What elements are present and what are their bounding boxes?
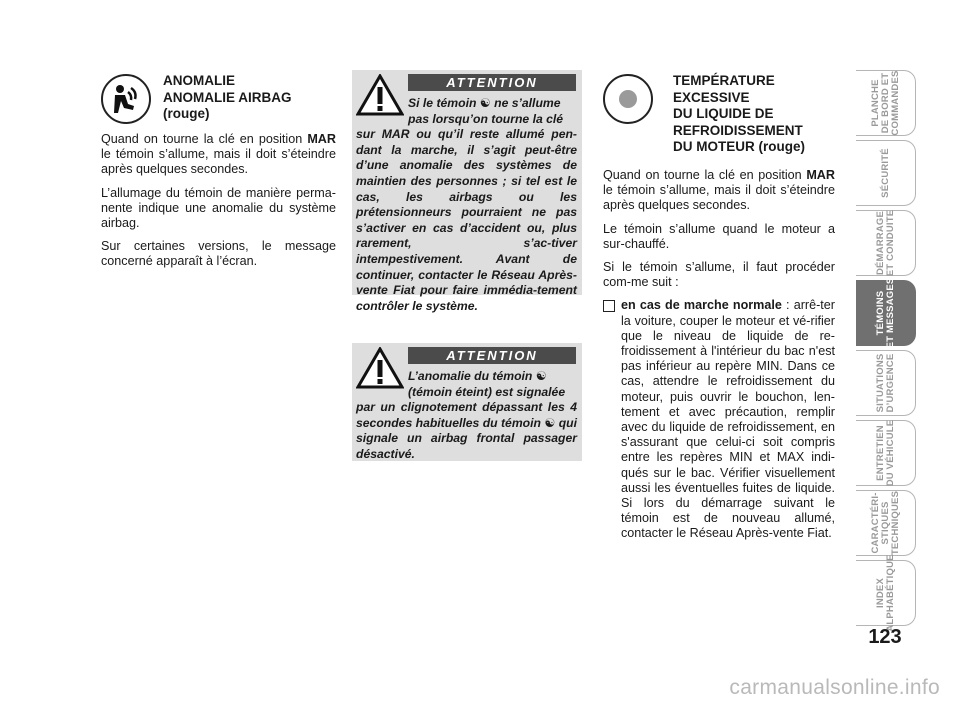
airbag-inline-icon: ☯ [479,96,491,110]
coolant-paragraph-1: Quand on tourne la clé en position MAR le témoin s’allume, mais il doit s’éteindre après quelques secondes. [603,168,835,213]
attention-box-2 [352,343,582,461]
watermark: carmanualsonline.info [729,676,940,699]
airbag-warning-icon [101,74,151,124]
coolant-temperature-icon [603,74,653,124]
airbag-paragraph-1: Quand on tourne la clé en position MAR le témoin s’allume, mais il doit s’éteindre après quelques secondes. [101,132,336,177]
tab-index[interactable]: INDEX ALPHABÉTIQUE [856,560,916,626]
tab-temoins-et-messages[interactable]: TÉMOINS ET MESSAGES [856,280,916,346]
coolant-bullet: en cas de marche normale : arrê-ter la voiture, couper le moteur et vé-rifier que le niveau de liquide de re-froidissement à l'intérieur du bac n'est pas inférieur au repère MIN. Dans ce cas, attendre le refroidissement du moteur, puis ouvrir le bouchon, len-tement et avec précaution, remplir avec du liquide de refroidissement, en s'assurant que celui-ci soit compris entre les repères MIN et MAX indi-qués sur le bac. Vérifier visuellement aussi les éventuelles fuites de liquide. Si lors du démarrage suivant le témoin est de nouveau allumé, contacter le Réseau Après-vente Fiat. [603,298,835,541]
coolant-paragraph-2: Le témoin s’allume quand le moteur a sur-chauffé. [603,221,835,251]
checkbox-bullet-icon [603,300,615,312]
coolant-paragraph-3: Si le témoin s’allume, il faut procéder com-me suit : [603,260,835,290]
airbag-paragraph-3: Sur certaines versions, le message concerné apparaît à l’écran. [101,239,336,269]
attention-text-2: L’anomalie du témoin ☯ (témoin éteint) est signalée par un clignotement dépassant les 4 secondes habituelles du témoin ☯ qui signale un airbag frontal passager désactivé. [356,369,577,461]
tab-situations-urgence[interactable]: SITUATIONS D’URGENCE [856,350,916,416]
tab-caracteristiques[interactable]: CARACTÉRI- STIQUES TECHNIQUES [856,490,916,556]
tab-entretien[interactable]: ENTRETIEN DU VÉHICULE [856,420,916,486]
airbag-paragraph-2: L’allumage du témoin de manière perma-nente indique une anomalie du système airbag. [101,185,336,231]
tab-securite[interactable]: SÉCURITÉ [856,140,916,206]
attention-label: ATTENTION [408,347,576,364]
attention-text-1: Si le témoin ☯ ne s’allume pas lorsqu’on tourne la clé sur MAR ou qu’il reste allumé pen-dant la marche, il s’agit peut-être d’une anomalie des systèmes de maintien des personnes ; si tel est le cas, les airbags ou les prétensionneurs pourraient ne pas s’activer en cas d’accident ou, plus rarement, s’ac-tiver intempestivement. Avant de continuer, contacter le Réseau Après-vente Fiat pour faire immédia-tement contrôler le système. [356,96,577,313]
tab-demarrage[interactable]: DÉMARRAGE ET CONDUITE [856,210,916,276]
coolant-heading: TEMPÉRATURE EXCESSIVE DU LIQUIDE DE REFROIDISSEMENT DU MOTEUR (rouge) [673,73,805,154]
airbag-passenger-off-icon: ☯ [544,415,556,430]
tab-planche-de-bord[interactable]: PLANCHE DE BORD ET COMMANDES [856,70,916,136]
airbag-heading: ANOMALIE ANOMALIE AIRBAG (rouge) [163,73,292,121]
page-number: 123 [868,626,902,648]
attention-box-1 [352,70,582,313]
attention-label: ATTENTION [408,74,576,91]
airbag-inline-icon: ☯ [535,369,547,383]
